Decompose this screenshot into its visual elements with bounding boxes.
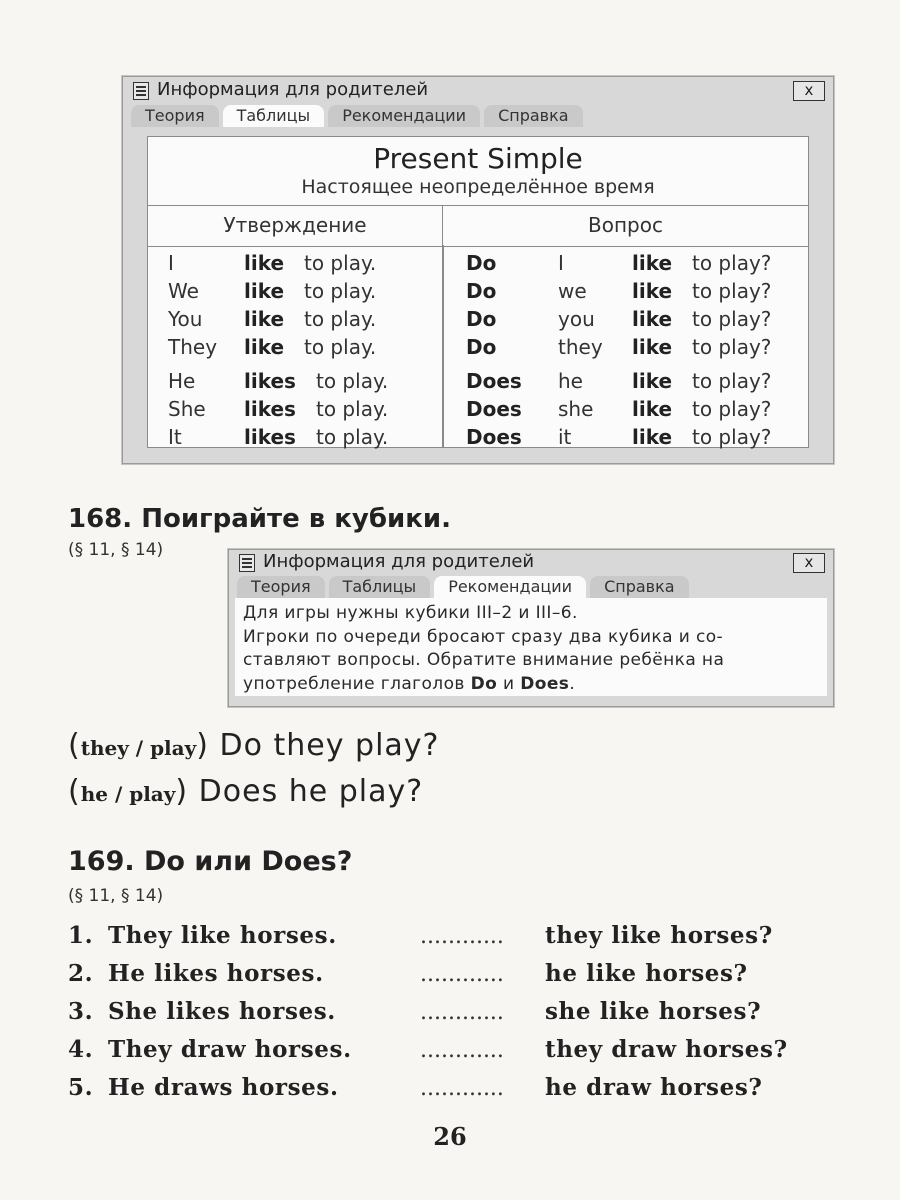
question-rest: to play?	[692, 307, 772, 331]
col-question-header: Вопрос	[588, 213, 663, 237]
question-auxiliary: Do	[466, 307, 497, 331]
tab-bar	[123, 103, 833, 127]
rec-line	[243, 673, 819, 697]
question-verb: like	[632, 279, 673, 303]
example-line-2: (he / play) Does he play?	[68, 774, 424, 809]
affirmative-subject: You	[168, 307, 203, 331]
present-simple-table	[147, 136, 809, 448]
affirmative-rest: to play.	[304, 335, 377, 359]
document-icon	[133, 82, 149, 100]
affirmative-verb: like	[244, 335, 285, 359]
example-text: Does he play?	[198, 774, 424, 809]
rec-line: Для игры нужны кубики III–2 и III–6.	[243, 603, 578, 623]
question-subject: she	[558, 397, 594, 421]
item-number: 3.	[68, 998, 94, 1025]
affirmative-verb: likes	[244, 397, 296, 421]
question-verb: like	[632, 369, 673, 393]
question-auxiliary: Does	[466, 425, 522, 449]
rec-line: ставляют вопросы. Обратите внимание ребёнка на	[243, 650, 725, 670]
window-title-bar	[123, 77, 833, 103]
item-question: they draw horses?	[545, 1036, 788, 1063]
affirmative-rest: to play.	[316, 425, 389, 449]
answer-blank[interactable]: ............	[420, 1038, 504, 1063]
question-auxiliary: Do	[466, 251, 497, 275]
item-sentence: They like horses.	[108, 922, 337, 949]
item-number: 2.	[68, 960, 94, 987]
table-title: Present Simple	[373, 142, 583, 175]
tab-help[interactable]: Справка	[590, 576, 689, 598]
example-hint: they / play	[80, 736, 197, 760]
question-subject: you	[558, 307, 595, 331]
question-subject: it	[558, 425, 572, 449]
affirmative-rest: to play.	[304, 279, 377, 303]
page-number: 26	[433, 1122, 467, 1151]
parents-info-window-recommendations	[228, 549, 834, 707]
affirmative-verb: like	[244, 279, 285, 303]
question-subject: I	[558, 251, 564, 275]
example-text: Do they play?	[219, 728, 440, 763]
affirmative-verb: like	[244, 307, 285, 331]
question-auxiliary: Do	[466, 335, 497, 359]
answer-blank[interactable]: ............	[420, 924, 504, 949]
answer-blank[interactable]: ............	[420, 1000, 504, 1025]
tab-bar	[229, 574, 833, 598]
document-icon	[239, 554, 255, 572]
item-question: he draw horses?	[545, 1074, 763, 1101]
affirmative-subject: I	[168, 251, 174, 275]
question-rest: to play?	[692, 251, 772, 275]
table-divider	[442, 245, 444, 447]
rec-line-text: употребление глаголов	[243, 673, 471, 694]
tab-tables[interactable]: Таблицы	[223, 105, 325, 127]
table-subtitle: Настоящее неопределённое время	[301, 176, 655, 198]
exercise-168-heading: 168. Поиграйте в кубики.	[68, 504, 451, 534]
affirmative-subject: She	[168, 397, 206, 421]
question-verb: like	[632, 335, 673, 359]
affirmative-subject: It	[168, 425, 182, 449]
tab-theory[interactable]: Теория	[131, 105, 219, 127]
example-line-1: (they / play) Do they play?	[68, 728, 440, 763]
affirmative-subject: We	[168, 279, 199, 303]
exercise-169-ref: (§ 11, § 14)	[68, 886, 164, 906]
item-number: 1.	[68, 922, 94, 949]
exercise-169-heading: 169. Do или Does?	[68, 846, 353, 877]
tab-recommendations[interactable]: Рекомендации	[328, 105, 480, 127]
question-verb: like	[632, 425, 673, 449]
item-question: he like horses?	[545, 960, 748, 987]
tab-help[interactable]: Справка	[484, 105, 583, 127]
example-hint: he / play	[80, 782, 176, 806]
tab-theory[interactable]: Теория	[237, 576, 325, 598]
item-sentence: They draw horses.	[108, 1036, 352, 1063]
affirmative-rest: to play.	[316, 369, 389, 393]
rec-line: Игроки по очереди бросают сразу два кубика и со-	[243, 626, 724, 647]
item-sentence: He draws horses.	[108, 1074, 339, 1101]
item-number: 4.	[68, 1036, 94, 1063]
close-button[interactable]: x	[793, 81, 825, 101]
answer-blank[interactable]: ............	[420, 1076, 504, 1101]
item-number: 5.	[68, 1074, 94, 1101]
item-question: she like horses?	[545, 998, 762, 1025]
affirmative-verb: like	[244, 251, 285, 275]
answer-blank[interactable]: ............	[420, 962, 504, 987]
question-auxiliary: Do	[466, 279, 497, 303]
tab-recommendations[interactable]: Рекомендации	[434, 576, 586, 598]
tab-tables[interactable]: Таблицы	[329, 576, 431, 598]
recommendation-body	[235, 598, 827, 696]
window-title: Информация для родителей	[157, 79, 429, 100]
item-sentence: She likes horses.	[108, 998, 336, 1025]
rec-does: Does	[520, 673, 570, 694]
affirmative-subject: He	[168, 369, 196, 393]
question-verb: like	[632, 251, 673, 275]
table-header	[148, 205, 808, 247]
question-rest: to play?	[692, 279, 772, 303]
rec-and: и	[497, 673, 521, 694]
affirmative-rest: to play.	[304, 251, 377, 275]
question-verb: like	[632, 397, 673, 421]
window-title: Информация для родителей	[263, 551, 535, 572]
col-affirmative-header: Утверждение	[148, 206, 443, 246]
exercise-168-ref: (§ 11, § 14)	[68, 540, 164, 560]
window-title-bar	[229, 550, 833, 574]
question-rest: to play?	[692, 335, 772, 359]
item-sentence: He likes horses.	[108, 960, 324, 987]
affirmative-verb: likes	[244, 369, 296, 393]
question-verb: like	[632, 307, 673, 331]
affirmative-rest: to play.	[316, 397, 389, 421]
question-rest: to play?	[692, 369, 772, 393]
question-subject: they	[558, 335, 603, 359]
rec-do: Do	[470, 673, 498, 694]
affirmative-verb: likes	[244, 425, 296, 449]
question-auxiliary: Does	[466, 397, 522, 421]
question-subject: he	[558, 369, 583, 393]
affirmative-rest: to play.	[304, 307, 377, 331]
question-subject: we	[558, 279, 587, 303]
recommendation-text	[235, 598, 827, 700]
question-auxiliary: Does	[466, 369, 522, 393]
question-rest: to play?	[692, 397, 772, 421]
item-question: they like horses?	[545, 922, 773, 949]
rec-end: .	[569, 673, 576, 694]
close-button[interactable]: x	[793, 553, 825, 573]
affirmative-subject: They	[168, 335, 218, 359]
question-rest: to play?	[692, 425, 772, 449]
